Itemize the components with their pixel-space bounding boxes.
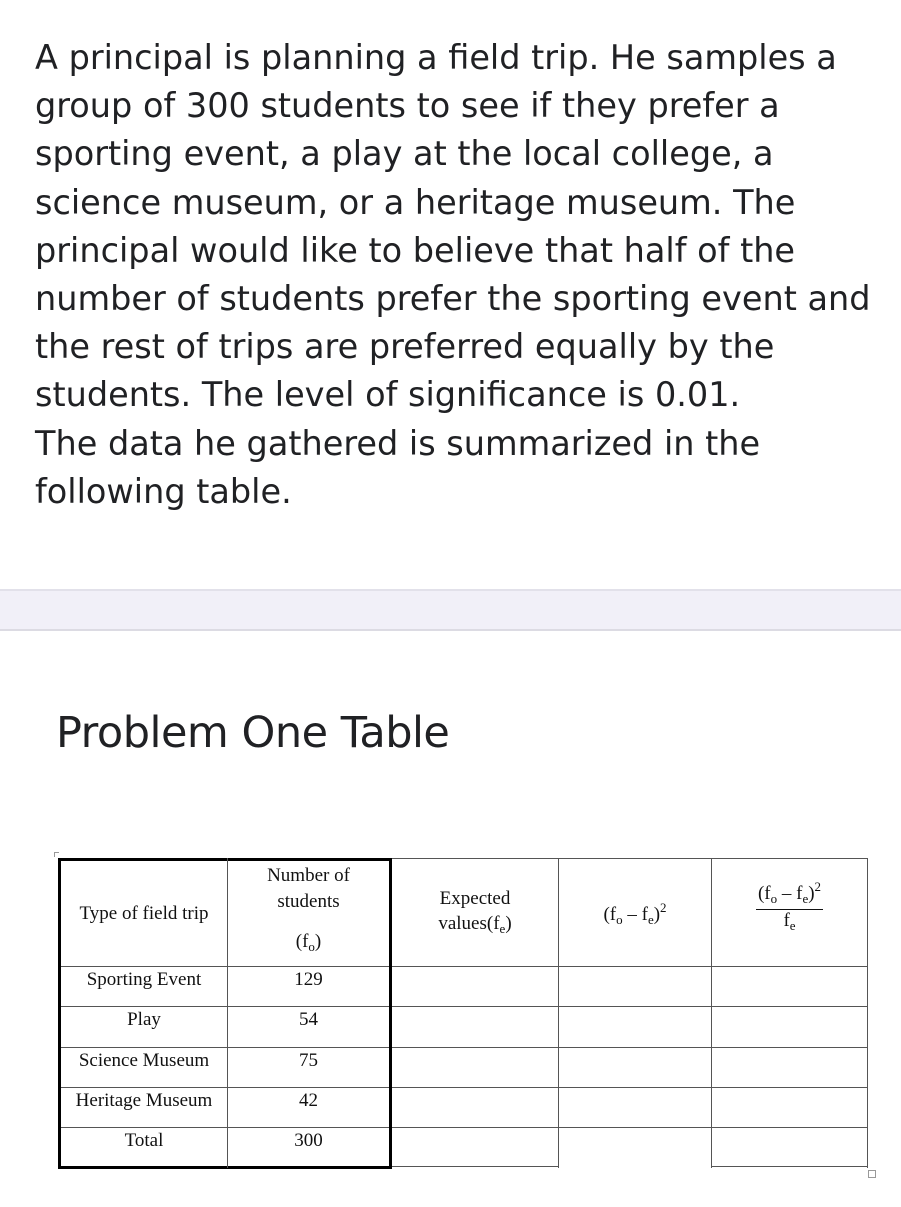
chi-ratio-input-cell[interactable]	[712, 1088, 867, 1127]
table-corner-mark	[54, 852, 59, 857]
diff-squared-input-cell[interactable]	[559, 1007, 711, 1047]
header-expected	[392, 861, 558, 966]
chi-ratio-fraction	[756, 879, 823, 934]
header-observed-line1: Number of	[267, 865, 350, 886]
symbol-superscript: 2	[660, 899, 667, 915]
problem-line: A principal is planning a field trip. He samples a	[35, 38, 837, 77]
header-observed	[228, 861, 389, 966]
chi-ratio-input-cell[interactable]	[712, 1048, 867, 1087]
symbol-text: values(f	[438, 913, 500, 934]
fraction-denominator	[783, 910, 795, 934]
header-type	[61, 861, 227, 966]
column-divider-thick	[389, 858, 392, 1169]
header-expected-line1: Expected	[439, 888, 511, 909]
table-border-bottom-left	[58, 1166, 392, 1169]
symbol-text: (f	[757, 882, 771, 904]
row-observed-value: 54	[299, 1009, 318, 1030]
expected-input-cell[interactable]	[392, 967, 558, 1006]
diff-squared-input-cell[interactable]	[559, 1048, 711, 1087]
problem-line: following table.	[35, 471, 292, 511]
table-border-top-right	[392, 858, 868, 859]
header-type-label: Type of field trip	[79, 902, 209, 924]
row-observed-value: 42	[299, 1090, 318, 1111]
symbol-text: – f	[777, 882, 803, 904]
diff-squared-formula	[603, 900, 666, 928]
table-border-bottom-right	[711, 1166, 868, 1167]
diff-squared-input-cell[interactable]	[559, 1088, 711, 1127]
row-divider	[58, 1127, 868, 1128]
symbol-subscript: e	[802, 890, 809, 906]
symbol-text: )	[314, 931, 322, 952]
table-border-left	[58, 858, 61, 1169]
symbol-subscript: e	[647, 911, 654, 927]
symbol-subscript: o	[616, 911, 623, 927]
column-divider	[227, 858, 228, 1168]
row-divider	[58, 1087, 868, 1088]
chi-ratio-input-cell[interactable]	[712, 1007, 867, 1047]
symbol-text: f	[783, 909, 790, 931]
diff-squared-input-cell[interactable]	[559, 967, 711, 1006]
diff-squared-input-cell[interactable]	[559, 1128, 711, 1166]
row-type-label: Play	[127, 1009, 161, 1030]
header-observed-line2: students	[277, 891, 340, 912]
expected-input-cell[interactable]	[392, 1048, 558, 1087]
row-observed-cell	[228, 1088, 389, 1114]
table-border-bottom-mid	[392, 1166, 559, 1167]
header-observed-symbol	[296, 929, 321, 960]
section-divider	[0, 589, 901, 631]
row-observed-cell	[228, 1048, 389, 1074]
row-type-label: Sporting Event	[86, 969, 202, 990]
row-type-cell	[61, 1128, 227, 1154]
header-diff-squared	[559, 861, 711, 966]
problem-line: group of 300 students to see if they prefer a	[35, 86, 780, 126]
symbol-text: )	[653, 903, 661, 925]
symbol-subscript: e	[789, 917, 796, 933]
row-type-label: Heritage Museum	[75, 1090, 213, 1111]
problem-line: sporting event, a play at the local college, a	[35, 134, 774, 174]
symbol-text: – f	[622, 903, 648, 925]
chi-ratio-input-cell[interactable]	[712, 967, 867, 1006]
problem-line: students. The level of significance is 0.01.	[35, 375, 741, 415]
problem-line: principal would like to believe that half of the	[35, 230, 796, 270]
symbol-superscript: 2	[814, 878, 822, 894]
row-divider	[58, 1047, 868, 1048]
row-type-label: Science Museum	[78, 1050, 210, 1071]
problem-line: the rest of trips are preferred equally by the	[35, 327, 775, 367]
row-observed-cell	[228, 1007, 389, 1033]
row-divider	[58, 966, 868, 967]
row-type-cell	[61, 1048, 227, 1074]
row-type-cell	[61, 1007, 227, 1033]
symbol-subscript: o	[308, 939, 315, 954]
expected-input-cell[interactable]	[392, 1007, 558, 1047]
chi-ratio-input-cell[interactable]	[712, 1128, 867, 1166]
symbol-text: )	[808, 882, 815, 904]
symbol-subscript: o	[770, 890, 778, 906]
symbol-text: (f	[603, 903, 617, 925]
section-title: Problem One Table	[56, 708, 450, 758]
row-divider	[58, 1006, 868, 1007]
column-divider	[558, 858, 559, 1168]
row-observed-cell	[228, 967, 389, 993]
table-border-top-left	[58, 858, 392, 861]
row-type-cell	[61, 967, 227, 993]
problem-line: number of students prefer the sporting event and	[35, 279, 871, 319]
table-border-right	[867, 858, 868, 1168]
problem-statement	[35, 34, 875, 516]
symbol-text: (f	[295, 931, 309, 952]
row-observed-value: 75	[299, 1050, 318, 1071]
table-resize-handle[interactable]	[868, 1170, 876, 1178]
row-observed-cell	[228, 1128, 389, 1154]
symbol-subscript: e	[499, 921, 506, 936]
symbol-text: )	[505, 913, 512, 934]
expected-input-cell[interactable]	[392, 1088, 558, 1127]
row-observed-value: 129	[294, 969, 323, 990]
expected-input-cell[interactable]	[392, 1128, 558, 1166]
column-divider	[711, 858, 712, 1168]
header-chi-ratio	[712, 861, 867, 951]
header-expected-line2	[438, 911, 511, 941]
row-type-label: Total	[124, 1130, 164, 1151]
problem-line: science museum, or a heritage museum. The	[35, 182, 796, 222]
fraction-numerator	[756, 879, 823, 910]
row-observed-value: 300	[294, 1130, 323, 1151]
row-type-cell	[61, 1088, 227, 1114]
problem-line: The data he gathered is summarized in the	[35, 423, 761, 463]
